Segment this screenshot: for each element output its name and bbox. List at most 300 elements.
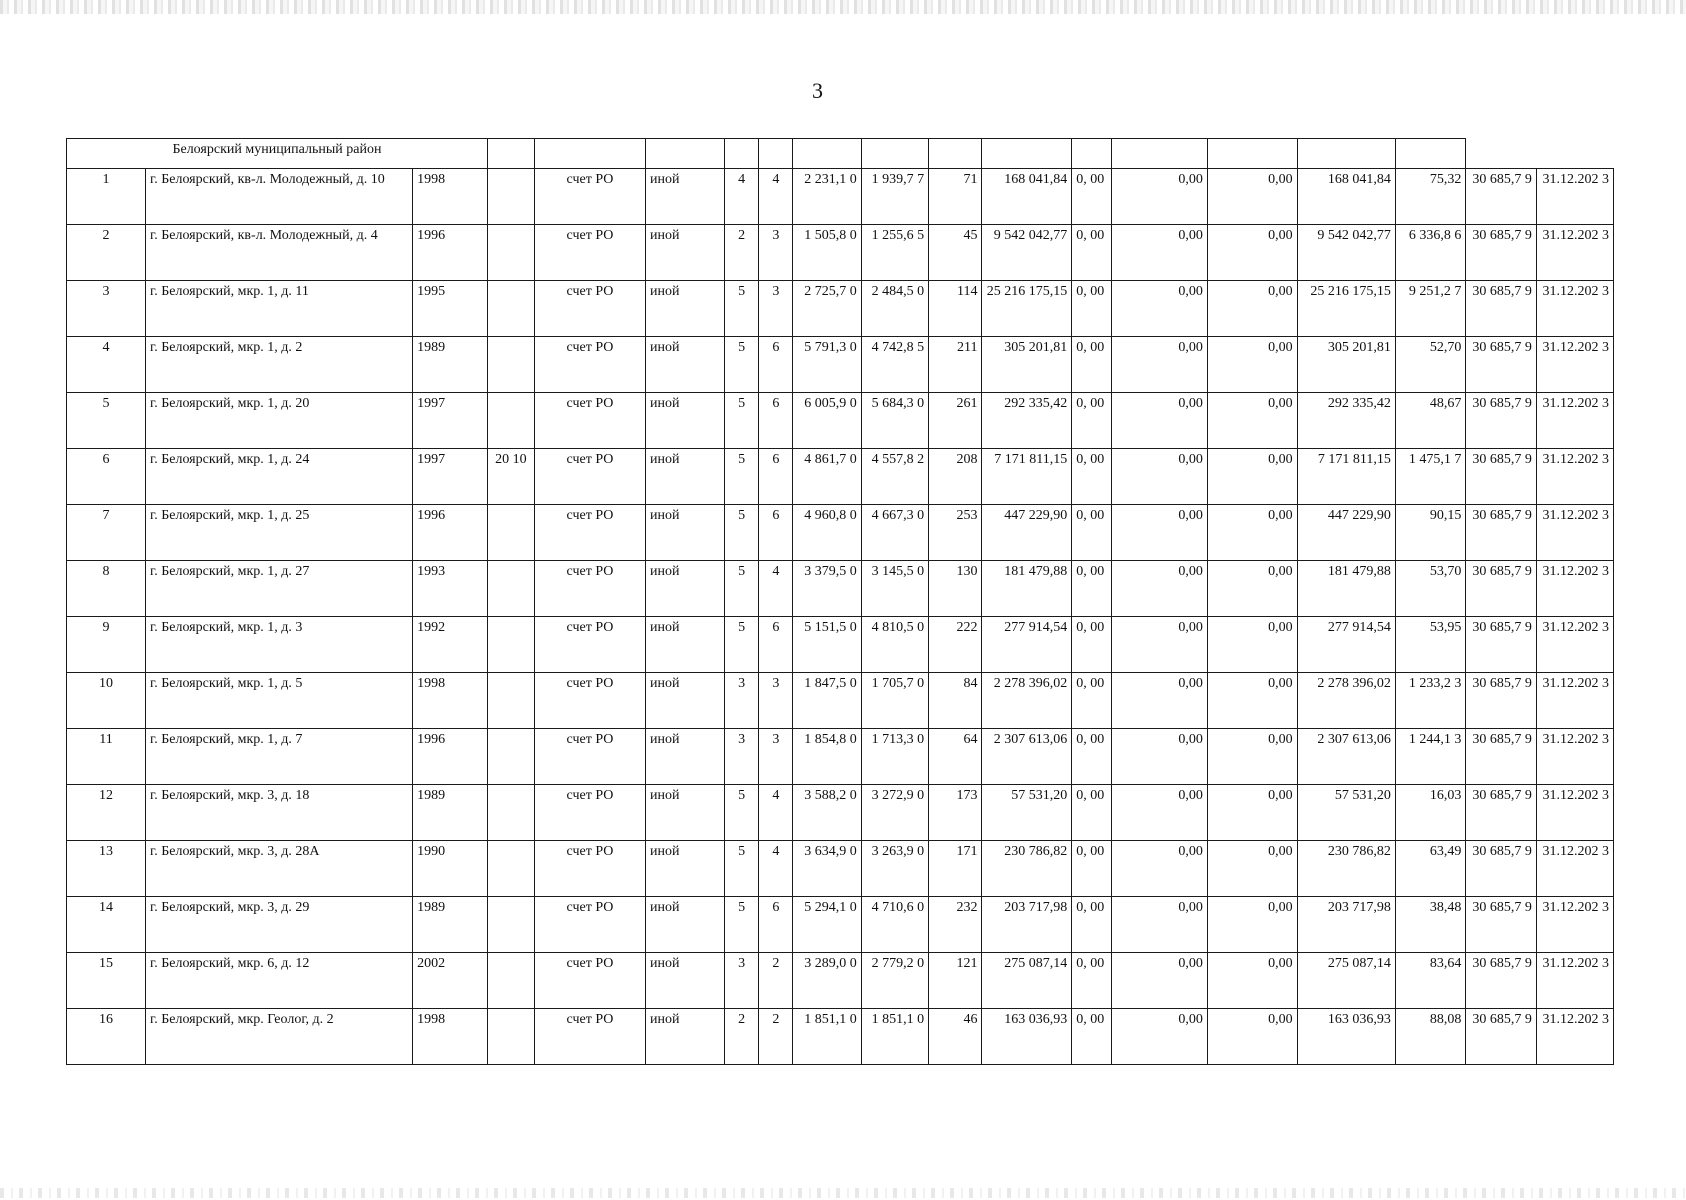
residents-cell: 232 [929,897,982,953]
building-type-cell: иной [646,449,725,505]
deadline-cell: 31.12.202 3 [1536,841,1613,897]
residents-cell: 46 [929,1009,982,1065]
total-cost-cell: 203 717,98 [982,897,1072,953]
year-repair-cell [487,841,534,897]
fund-method-cell: счет РО [534,169,645,225]
entrances-cell: 4 [759,841,793,897]
cost-per-m2-cell: 63,49 [1395,841,1466,897]
entrances-cell: 6 [759,897,793,953]
floors-cell: 3 [725,953,759,1009]
fund-value-1-cell: 0, 00 [1072,729,1112,785]
floors-cell: 5 [725,785,759,841]
living-area-cell: 1 939,7 7 [861,169,928,225]
cost-per-m2-cell: 53,95 [1395,617,1466,673]
deadline-cell: 31.12.202 3 [1536,897,1613,953]
year-built-cell: 1990 [413,841,488,897]
fund-value-2-cell: 0,00 [1111,337,1207,393]
total-cost-cell: 7 171 811,15 [982,449,1072,505]
row-number-cell: 2 [67,225,146,281]
row-number-cell: 7 [67,505,146,561]
cost-limit-cell: 30 685,7 9 [1466,561,1537,617]
fund-value-2-cell: 0,00 [1111,225,1207,281]
deadline-cell: 31.12.202 3 [1536,673,1613,729]
cost-limit-cell: 30 685,7 9 [1466,449,1537,505]
owner-cost-cell: 447 229,90 [1297,505,1395,561]
cost-limit-cell: 30 685,7 9 [1466,953,1537,1009]
living-area-cell: 4 710,6 0 [861,897,928,953]
row-number-cell: 1 [67,169,146,225]
deadline-cell: 31.12.202 3 [1536,953,1613,1009]
building-type-cell: иной [646,1009,725,1065]
cost-per-m2-cell: 1 244,1 3 [1395,729,1466,785]
section-title: Белоярский муниципальный район [67,139,488,169]
year-built-cell: 1998 [413,673,488,729]
residents-cell: 253 [929,505,982,561]
fund-value-2-cell: 0,00 [1111,281,1207,337]
cost-limit-cell: 30 685,7 9 [1466,337,1537,393]
year-repair-cell [487,1009,534,1065]
fund-value-3-cell: 0,00 [1207,841,1297,897]
table-row [67,505,1614,561]
table-row [67,897,1614,953]
entrances-cell: 2 [759,1009,793,1065]
cost-per-m2-cell: 1 475,1 7 [1395,449,1466,505]
total-cost-cell: 230 786,82 [982,841,1072,897]
fund-method-cell: счет РО [534,225,645,281]
address-cell: г. Белоярский, мкр. 6, д. 12 [146,953,413,1009]
floors-cell: 3 [725,729,759,785]
fund-value-1-cell: 0, 00 [1072,505,1112,561]
floors-cell: 3 [725,673,759,729]
cost-limit-cell: 30 685,7 9 [1466,225,1537,281]
fund-value-3-cell: 0,00 [1207,729,1297,785]
cost-limit-cell: 30 685,7 9 [1466,897,1537,953]
owner-cost-cell: 292 335,42 [1297,393,1395,449]
building-type-cell: иной [646,225,725,281]
fund-value-2-cell: 0,00 [1111,785,1207,841]
cost-per-m2-cell: 38,48 [1395,897,1466,953]
table-row [67,617,1614,673]
year-built-cell: 1997 [413,449,488,505]
total-cost-cell: 292 335,42 [982,393,1072,449]
year-repair-cell [487,561,534,617]
year-repair-cell [487,785,534,841]
owner-cost-cell: 163 036,93 [1297,1009,1395,1065]
deadline-cell: 31.12.202 3 [1536,281,1613,337]
cost-limit-cell: 30 685,7 9 [1466,617,1537,673]
table-row [67,449,1614,505]
fund-value-3-cell: 0,00 [1207,449,1297,505]
total-cost-cell: 2 278 396,02 [982,673,1072,729]
total-cost-cell: 2 307 613,06 [982,729,1072,785]
building-type-cell: иной [646,505,725,561]
residents-cell: 261 [929,393,982,449]
address-cell: г. Белоярский, мкр. 3, д. 29 [146,897,413,953]
year-built-cell: 1989 [413,337,488,393]
fund-method-cell: счет РО [534,337,645,393]
floors-cell: 4 [725,169,759,225]
cost-per-m2-cell: 83,64 [1395,953,1466,1009]
total-area-cell: 3 588,2 0 [793,785,861,841]
cost-limit-cell: 30 685,7 9 [1466,505,1537,561]
living-area-cell: 5 684,3 0 [861,393,928,449]
building-type-cell: иной [646,841,725,897]
cost-per-m2-cell: 9 251,2 7 [1395,281,1466,337]
living-area-cell: 1 713,3 0 [861,729,928,785]
fund-method-cell: счет РО [534,1009,645,1065]
address-cell: г. Белоярский, мкр. 1, д. 3 [146,617,413,673]
total-cost-cell: 277 914,54 [982,617,1072,673]
floors-cell: 2 [725,1009,759,1065]
table-row [67,281,1614,337]
fund-method-cell: счет РО [534,841,645,897]
building-type-cell: иной [646,953,725,1009]
address-cell: г. Белоярский, мкр. 1, д. 25 [146,505,413,561]
entrances-cell: 2 [759,953,793,1009]
total-cost-cell: 305 201,81 [982,337,1072,393]
address-cell: г. Белоярский, мкр. 1, д. 7 [146,729,413,785]
living-area-cell: 3 263,9 0 [861,841,928,897]
total-area-cell: 3 379,5 0 [793,561,861,617]
cost-limit-cell: 30 685,7 9 [1466,673,1537,729]
fund-value-2-cell: 0,00 [1111,841,1207,897]
residents-cell: 222 [929,617,982,673]
entrances-cell: 6 [759,337,793,393]
residents-cell: 71 [929,169,982,225]
residents-cell: 173 [929,785,982,841]
scan-edge-bottom [0,1188,1686,1198]
cost-per-m2-cell: 48,67 [1395,393,1466,449]
year-built-cell: 1989 [413,785,488,841]
cost-per-m2-cell: 75,32 [1395,169,1466,225]
building-type-cell: иной [646,393,725,449]
year-built-cell: 1996 [413,505,488,561]
owner-cost-cell: 230 786,82 [1297,841,1395,897]
total-area-cell: 5 294,1 0 [793,897,861,953]
row-number-cell: 11 [67,729,146,785]
owner-cost-cell: 7 171 811,15 [1297,449,1395,505]
deadline-cell: 31.12.202 3 [1536,1009,1613,1065]
fund-value-1-cell: 0, 00 [1072,617,1112,673]
year-repair-cell [487,673,534,729]
cost-per-m2-cell: 53,70 [1395,561,1466,617]
fund-value-1-cell: 0, 00 [1072,1009,1112,1065]
cost-per-m2-cell: 6 336,8 6 [1395,225,1466,281]
year-built-cell: 2002 [413,953,488,1009]
living-area-cell: 4 742,8 5 [861,337,928,393]
building-type-cell: иной [646,561,725,617]
deadline-cell: 31.12.202 3 [1536,729,1613,785]
entrances-cell: 6 [759,393,793,449]
fund-value-2-cell: 0,00 [1111,393,1207,449]
fund-value-1-cell: 0, 00 [1072,785,1112,841]
owner-cost-cell: 2 307 613,06 [1297,729,1395,785]
floors-cell: 5 [725,281,759,337]
fund-value-2-cell: 0,00 [1111,505,1207,561]
year-repair-cell [487,953,534,1009]
fund-value-3-cell: 0,00 [1207,281,1297,337]
row-number-cell: 8 [67,561,146,617]
living-area-cell: 4 810,5 0 [861,617,928,673]
total-area-cell: 1 847,5 0 [793,673,861,729]
row-number-cell: 15 [67,953,146,1009]
address-cell: г. Белоярский, кв-л. Молодежный, д. 10 [146,169,413,225]
fund-method-cell: счет РО [534,785,645,841]
residents-cell: 211 [929,337,982,393]
fund-value-1-cell: 0, 00 [1072,897,1112,953]
address-cell: г. Белоярский, мкр. 1, д. 20 [146,393,413,449]
floors-cell: 5 [725,393,759,449]
total-area-cell: 4 861,7 0 [793,449,861,505]
fund-value-3-cell: 0,00 [1207,337,1297,393]
fund-value-3-cell: 0,00 [1207,673,1297,729]
floors-cell: 5 [725,561,759,617]
year-built-cell: 1992 [413,617,488,673]
living-area-cell: 3 145,5 0 [861,561,928,617]
table-row [67,225,1614,281]
fund-value-2-cell: 0,00 [1111,617,1207,673]
living-area-cell: 4 667,3 0 [861,505,928,561]
row-number-cell: 10 [67,673,146,729]
fund-value-3-cell: 0,00 [1207,785,1297,841]
fund-value-2-cell: 0,00 [1111,673,1207,729]
total-cost-cell: 168 041,84 [982,169,1072,225]
residents-cell: 84 [929,673,982,729]
year-repair-cell [487,729,534,785]
fund-value-2-cell: 0,00 [1111,1009,1207,1065]
fund-method-cell: счет РО [534,729,645,785]
cost-limit-cell: 30 685,7 9 [1466,785,1537,841]
deadline-cell: 31.12.202 3 [1536,505,1613,561]
total-area-cell: 5 791,3 0 [793,337,861,393]
fund-value-3-cell: 0,00 [1207,617,1297,673]
total-cost-cell: 181 479,88 [982,561,1072,617]
row-number-cell: 4 [67,337,146,393]
total-area-cell: 4 960,8 0 [793,505,861,561]
year-repair-cell [487,225,534,281]
fund-value-2-cell: 0,00 [1111,953,1207,1009]
deadline-cell: 31.12.202 3 [1536,785,1613,841]
owner-cost-cell: 25 216 175,15 [1297,281,1395,337]
living-area-cell: 1 255,6 5 [861,225,928,281]
cost-limit-cell: 30 685,7 9 [1466,281,1537,337]
address-cell: г. Белоярский, мкр. 3, д. 28А [146,841,413,897]
residents-cell: 121 [929,953,982,1009]
fund-method-cell: счет РО [534,561,645,617]
total-cost-cell: 25 216 175,15 [982,281,1072,337]
living-area-cell: 3 272,9 0 [861,785,928,841]
fund-value-3-cell: 0,00 [1207,505,1297,561]
floors-cell: 5 [725,617,759,673]
row-number-cell: 3 [67,281,146,337]
total-area-cell: 1 505,8 0 [793,225,861,281]
year-built-cell: 1997 [413,393,488,449]
year-built-cell: 1996 [413,729,488,785]
entrances-cell: 6 [759,505,793,561]
total-area-cell: 3 289,0 0 [793,953,861,1009]
fund-value-3-cell: 0,00 [1207,1009,1297,1065]
fund-value-1-cell: 0, 00 [1072,169,1112,225]
year-built-cell: 1995 [413,281,488,337]
deadline-cell: 31.12.202 3 [1536,617,1613,673]
year-built-cell: 1993 [413,561,488,617]
building-type-cell: иной [646,169,725,225]
residents-cell: 171 [929,841,982,897]
total-area-cell: 2 725,7 0 [793,281,861,337]
year-built-cell: 1989 [413,897,488,953]
building-type-cell: иной [646,897,725,953]
deadline-cell: 31.12.202 3 [1536,169,1613,225]
building-type-cell: иной [646,281,725,337]
section-header-row [67,139,1614,169]
fund-value-1-cell: 0, 00 [1072,841,1112,897]
row-number-cell: 5 [67,393,146,449]
entrances-cell: 6 [759,617,793,673]
table-row [67,729,1614,785]
residents-cell: 114 [929,281,982,337]
row-number-cell: 6 [67,449,146,505]
owner-cost-cell: 2 278 396,02 [1297,673,1395,729]
total-area-cell: 2 231,1 0 [793,169,861,225]
table-row [67,673,1614,729]
year-repair-cell: 20 10 [487,449,534,505]
fund-value-1-cell: 0, 00 [1072,393,1112,449]
cost-per-m2-cell: 90,15 [1395,505,1466,561]
entrances-cell: 3 [759,281,793,337]
year-repair-cell [487,617,534,673]
entrances-cell: 3 [759,225,793,281]
fund-value-3-cell: 0,00 [1207,897,1297,953]
scan-edge-top [0,0,1686,14]
building-type-cell: иной [646,785,725,841]
year-repair-cell [487,337,534,393]
deadline-cell: 31.12.202 3 [1536,561,1613,617]
entrances-cell: 4 [759,561,793,617]
row-number-cell: 13 [67,841,146,897]
deadline-cell: 31.12.202 3 [1536,225,1613,281]
living-area-cell: 1 705,7 0 [861,673,928,729]
fund-value-1-cell: 0, 00 [1072,337,1112,393]
residents-cell: 130 [929,561,982,617]
owner-cost-cell: 9 542 042,77 [1297,225,1395,281]
table-row [67,393,1614,449]
building-type-cell: иной [646,673,725,729]
fund-method-cell: счет РО [534,505,645,561]
row-number-cell: 12 [67,785,146,841]
cost-per-m2-cell: 1 233,2 3 [1395,673,1466,729]
table-row [67,1009,1614,1065]
table-row [67,785,1614,841]
housing-register-table [66,138,1614,1065]
building-type-cell: иной [646,337,725,393]
fund-value-1-cell: 0, 00 [1072,953,1112,1009]
entrances-cell: 4 [759,785,793,841]
row-number-cell: 9 [67,617,146,673]
fund-value-1-cell: 0, 00 [1072,449,1112,505]
year-repair-cell [487,169,534,225]
cost-limit-cell: 30 685,7 9 [1466,1009,1537,1065]
entrances-cell: 3 [759,673,793,729]
floors-cell: 2 [725,225,759,281]
fund-method-cell: счет РО [534,673,645,729]
building-type-cell: иной [646,729,725,785]
fund-value-2-cell: 0,00 [1111,449,1207,505]
owner-cost-cell: 277 914,54 [1297,617,1395,673]
fund-method-cell: счет РО [534,953,645,1009]
total-area-cell: 5 151,5 0 [793,617,861,673]
address-cell: г. Белоярский, мкр. Геолог, д. 2 [146,1009,413,1065]
fund-value-1-cell: 0, 00 [1072,281,1112,337]
total-cost-cell: 163 036,93 [982,1009,1072,1065]
table-row [67,841,1614,897]
table-row [67,337,1614,393]
owner-cost-cell: 203 717,98 [1297,897,1395,953]
year-repair-cell [487,393,534,449]
fund-value-1-cell: 0, 00 [1072,225,1112,281]
deadline-cell: 31.12.202 3 [1536,337,1613,393]
total-area-cell: 3 634,9 0 [793,841,861,897]
page-number: 3 [812,78,823,103]
floors-cell: 5 [725,449,759,505]
living-area-cell: 2 484,5 0 [861,281,928,337]
year-repair-cell [487,281,534,337]
fund-method-cell: счет РО [534,281,645,337]
living-area-cell: 1 851,1 0 [861,1009,928,1065]
table-row [67,169,1614,225]
address-cell: г. Белоярский, кв-л. Молодежный, д. 4 [146,225,413,281]
row-number-cell: 14 [67,897,146,953]
owner-cost-cell: 181 479,88 [1297,561,1395,617]
fund-value-3-cell: 0,00 [1207,169,1297,225]
total-cost-cell: 447 229,90 [982,505,1072,561]
fund-method-cell: счет РО [534,393,645,449]
year-built-cell: 1996 [413,225,488,281]
address-cell: г. Белоярский, мкр. 1, д. 24 [146,449,413,505]
cost-limit-cell: 30 685,7 9 [1466,393,1537,449]
living-area-cell: 4 557,8 2 [861,449,928,505]
table-row [67,561,1614,617]
entrances-cell: 3 [759,729,793,785]
cost-limit-cell: 30 685,7 9 [1466,729,1537,785]
address-cell: г. Белоярский, мкр. 1, д. 27 [146,561,413,617]
floors-cell: 5 [725,897,759,953]
cost-per-m2-cell: 52,70 [1395,337,1466,393]
table-row [67,953,1614,1009]
year-built-cell: 1998 [413,1009,488,1065]
owner-cost-cell: 275 087,14 [1297,953,1395,1009]
deadline-cell: 31.12.202 3 [1536,449,1613,505]
fund-value-1-cell: 0, 00 [1072,561,1112,617]
fund-value-3-cell: 0,00 [1207,953,1297,1009]
cost-limit-cell: 30 685,7 9 [1466,169,1537,225]
fund-value-2-cell: 0,00 [1111,729,1207,785]
fund-value-3-cell: 0,00 [1207,393,1297,449]
floors-cell: 5 [725,337,759,393]
address-cell: г. Белоярский, мкр. 1, д. 2 [146,337,413,393]
entrances-cell: 6 [759,449,793,505]
entrances-cell: 4 [759,169,793,225]
living-area-cell: 2 779,2 0 [861,953,928,1009]
cost-limit-cell: 30 685,7 9 [1466,841,1537,897]
fund-value-3-cell: 0,00 [1207,561,1297,617]
fund-value-2-cell: 0,00 [1111,897,1207,953]
deadline-cell: 31.12.202 3 [1536,393,1613,449]
year-built-cell: 1998 [413,169,488,225]
fund-method-cell: счет РО [534,449,645,505]
row-number-cell: 16 [67,1009,146,1065]
floors-cell: 5 [725,841,759,897]
fund-method-cell: счет РО [534,897,645,953]
